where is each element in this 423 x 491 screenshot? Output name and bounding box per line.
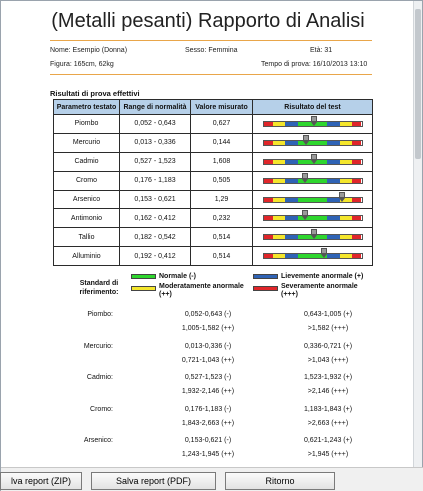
legend-severe-label: Severamente anormale (+++) xyxy=(281,283,358,298)
row-range: 0,176 - 1,183 xyxy=(120,171,191,190)
gauge-marker-icon xyxy=(311,154,317,164)
row-value: 1,29 xyxy=(191,190,253,209)
results-table xyxy=(53,99,373,266)
row-range: 0,153 - 0,621 xyxy=(120,190,191,209)
gauge-segment xyxy=(285,216,298,220)
gauge-segment xyxy=(273,179,285,183)
row-range: 0,527 - 1,523 xyxy=(120,152,191,171)
result-gauge xyxy=(263,178,363,184)
result-gauge xyxy=(263,253,363,259)
row-result xyxy=(253,247,373,266)
row-parameter: Mercurio xyxy=(54,133,120,152)
row-parameter: Cadmio xyxy=(54,152,120,171)
row-value: 0,627 xyxy=(191,115,253,134)
reference-severe: >1,945 (+++) xyxy=(307,451,349,458)
row-parameter: Antimonio xyxy=(54,209,120,228)
gauge-segment xyxy=(327,216,340,220)
table-row xyxy=(54,171,373,190)
gauge-marker-icon xyxy=(339,192,345,202)
save-pdf-button[interactable]: Salva report (PDF) xyxy=(91,472,216,490)
save-zip-button[interactable]: lva report (ZIP) xyxy=(0,472,82,490)
results-section-title: Risultati di prova effettivi xyxy=(50,89,140,98)
scrollbar-thumb[interactable] xyxy=(415,9,421,159)
table-row xyxy=(54,115,373,134)
header-parameter: Parametro testato xyxy=(54,100,120,115)
row-range: 0,192 - 0,412 xyxy=(120,247,191,266)
row-result xyxy=(253,171,373,190)
gauge-segment xyxy=(273,198,285,202)
row-result xyxy=(253,228,373,247)
gauge-segment xyxy=(285,235,298,239)
row-parameter: Piombo xyxy=(54,115,120,134)
gauge-segment xyxy=(273,160,285,164)
gauge-segment xyxy=(285,141,298,145)
gauge-segment xyxy=(273,216,285,220)
back-button[interactable]: Ritorno xyxy=(225,472,335,490)
gauge-segment xyxy=(327,235,340,239)
row-value: 0,514 xyxy=(191,247,253,266)
result-gauge xyxy=(263,215,363,221)
gauge-segment xyxy=(264,179,274,183)
gauge-segment xyxy=(352,235,362,239)
result-gauge xyxy=(263,234,363,240)
reference-normal: 0,052-0,643 (-) xyxy=(184,311,232,318)
gauge-segment xyxy=(340,160,352,164)
reference-severe: >2,146 (+++) xyxy=(307,388,349,395)
gauge-segment xyxy=(273,235,285,239)
gauge-segment xyxy=(264,235,274,239)
report-content xyxy=(1,1,415,467)
reference-mild: 1,183-1,843 (+) xyxy=(303,405,353,413)
result-gauge xyxy=(263,197,363,203)
reference-label: Cadmio: xyxy=(86,374,113,381)
gauge-marker-icon xyxy=(311,229,317,239)
result-gauge xyxy=(263,140,363,146)
row-result xyxy=(253,133,373,152)
legend-moderate-label: Moderatamente anormale (++) xyxy=(159,283,244,298)
row-value: 0,514 xyxy=(191,228,253,247)
legend-mild-swatch xyxy=(253,274,278,279)
reference-mild: 0,643-1,005 (+) xyxy=(303,311,353,318)
gauge-marker-icon xyxy=(302,210,308,220)
row-result xyxy=(253,152,373,171)
legend-mild-label: Lievemente anormale (+) xyxy=(281,273,364,280)
gauge-segment xyxy=(340,235,352,239)
gauge-segment xyxy=(264,122,274,126)
reference-moderate: 1,932-2,146 (++) xyxy=(181,388,235,395)
header-result: Risultato del test xyxy=(253,100,373,115)
reference-severe: >1,582 (+++) xyxy=(307,325,349,332)
row-parameter: Cromo xyxy=(54,171,120,190)
reference-severe: >2,663 (+++) xyxy=(307,419,349,427)
legend-severe-swatch xyxy=(253,286,278,291)
table-row xyxy=(54,190,373,209)
reference-normal: 0,176-1,183 (-) xyxy=(184,405,232,413)
gauge-segment xyxy=(352,160,362,164)
reference-label: Piombo: xyxy=(87,311,113,318)
gauge-marker-icon xyxy=(303,135,309,145)
table-row xyxy=(54,133,373,152)
reference-label: Cromo: xyxy=(90,405,113,413)
legend-title: Standard di riferimento: xyxy=(79,280,119,296)
legend-normal-swatch xyxy=(131,274,156,279)
report-title: (Metalli pesanti) Rapporto di Analisi xyxy=(51,10,365,32)
patient-figure: Figura: 165cm, 62kg xyxy=(50,61,114,68)
row-parameter: Tallio xyxy=(54,228,120,247)
gauge-segment xyxy=(340,122,352,126)
gauge-segment xyxy=(352,216,362,220)
gauge-segment xyxy=(327,254,340,258)
legend-normal-label: Normale (-) xyxy=(159,273,196,280)
gauge-segment xyxy=(285,160,298,164)
results-header-row xyxy=(54,100,373,115)
gauge-segment xyxy=(264,216,274,220)
vertical-scrollbar[interactable] xyxy=(413,1,422,467)
gauge-segment xyxy=(264,141,274,145)
gauge-segment xyxy=(273,122,285,126)
patient-age: Età: 31 xyxy=(310,47,333,54)
table-row xyxy=(54,228,373,247)
gauge-segment xyxy=(264,198,274,202)
gauge-segment xyxy=(285,179,298,183)
gauge-marker-icon xyxy=(302,173,308,183)
row-result xyxy=(253,209,373,228)
gauge-segment xyxy=(273,254,285,258)
gauge-segment xyxy=(352,122,362,126)
gauge-segment xyxy=(285,122,298,126)
row-range: 0,162 - 0,412 xyxy=(120,209,191,228)
reference-normal: 0,527-1,523 (-) xyxy=(184,374,232,381)
row-parameter: Arsenico xyxy=(54,190,120,209)
row-value: 0,144 xyxy=(191,133,253,152)
reference-mild: 0,621-1,243 (+) xyxy=(303,437,353,444)
table-row xyxy=(54,247,373,266)
gauge-marker-icon xyxy=(311,116,317,126)
patient-name: Nome: Esempio (Donna) xyxy=(50,47,128,54)
row-result xyxy=(253,115,373,134)
gauge-segment xyxy=(340,179,352,183)
gauge-segment xyxy=(352,179,362,183)
info-divider xyxy=(50,74,372,75)
test-time: Tempo di prova: 16/10/2013 13:10 xyxy=(261,61,368,68)
gauge-segment xyxy=(298,198,327,202)
result-gauge xyxy=(263,159,363,165)
table-row xyxy=(54,152,373,171)
reference-severe: >1,043 (+++) xyxy=(307,356,349,364)
gauge-segment xyxy=(264,160,274,164)
row-result xyxy=(253,190,373,209)
reference-label: Mercurio: xyxy=(83,342,113,350)
legend-moderate-swatch xyxy=(131,286,156,291)
reference-normal: 0,013-0,336 (-) xyxy=(184,342,232,350)
gauge-segment xyxy=(327,122,340,126)
gauge-segment xyxy=(340,216,352,220)
row-range: 0,013 - 0,336 xyxy=(120,133,191,152)
reference-moderate: 1,243-1,945 (++) xyxy=(181,451,235,458)
reference-moderate: 1,843-2,663 (++) xyxy=(181,419,235,427)
row-range: 0,052 - 0,643 xyxy=(120,115,191,134)
reference-moderate: 0,721-1,043 (++) xyxy=(181,356,235,364)
gauge-segment xyxy=(273,141,285,145)
gauge-segment xyxy=(285,254,298,258)
footer-bar xyxy=(1,467,423,491)
title-divider xyxy=(50,40,372,41)
row-value: 0,505 xyxy=(191,171,253,190)
header-value: Valore misurato xyxy=(191,100,253,115)
row-parameter: Alluminio xyxy=(54,247,120,266)
gauge-segment xyxy=(352,254,362,258)
gauge-marker-icon xyxy=(321,248,327,258)
reference-mild: 0,336-0,721 (+) xyxy=(303,342,353,350)
reference-moderate: 1,005-1,582 (++) xyxy=(181,325,235,332)
row-value: 1,608 xyxy=(191,152,253,171)
gauge-segment xyxy=(327,179,340,183)
gauge-segment xyxy=(352,141,362,145)
gauge-segment xyxy=(352,198,362,202)
gauge-segment xyxy=(327,141,340,145)
gauge-segment xyxy=(340,141,352,145)
table-row xyxy=(54,209,373,228)
reference-mild: 1,523-1,932 (+) xyxy=(303,374,353,381)
gauge-segment xyxy=(327,160,340,164)
reference-normal: 0,153-0,621 (-) xyxy=(184,437,232,444)
row-value: 0,232 xyxy=(191,209,253,228)
header-range: Range di normalità xyxy=(120,100,191,115)
gauge-segment xyxy=(285,198,298,202)
gauge-segment xyxy=(340,254,352,258)
gauge-segment xyxy=(264,254,274,258)
row-range: 0,182 - 0,542 xyxy=(120,228,191,247)
result-gauge xyxy=(263,121,363,127)
reference-label: Arsenico: xyxy=(83,437,113,444)
patient-sex: Sesso: Femmina xyxy=(185,47,238,54)
